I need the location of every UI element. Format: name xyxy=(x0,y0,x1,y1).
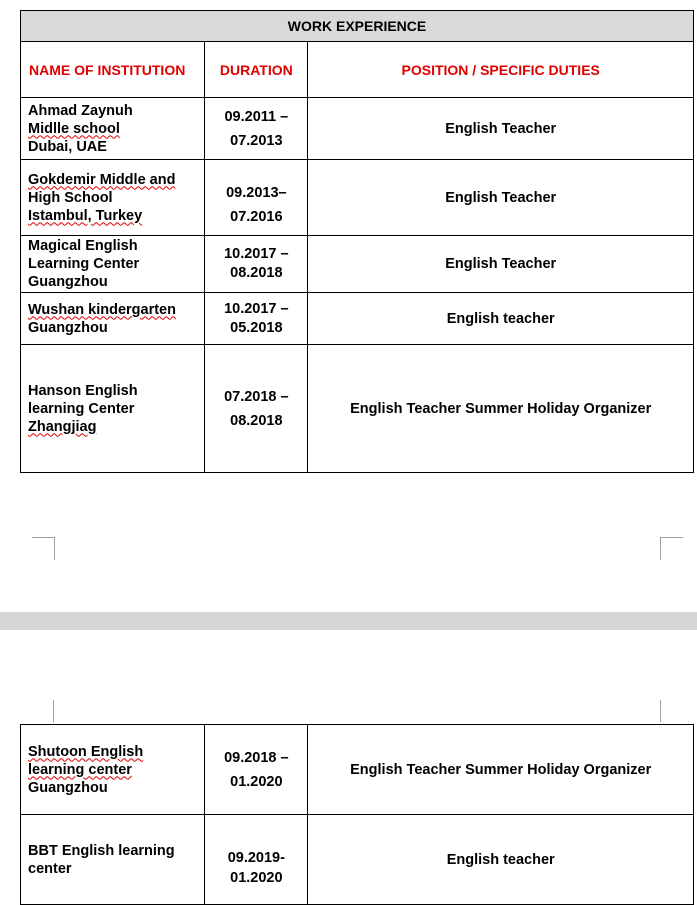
duration-cell[interactable]: 10.2017 – 08.2018 xyxy=(205,236,308,293)
position-cell[interactable]: English Teacher xyxy=(308,236,694,293)
institution-cell[interactable]: BBT English learning center xyxy=(21,815,205,905)
table-row xyxy=(21,345,694,473)
section-title[interactable]: WORK EXPERIENCE xyxy=(21,11,694,42)
work-experience-table-continued xyxy=(20,724,694,905)
duration-cell[interactable]: 10.2017 – 05.2018 xyxy=(205,293,308,345)
page-break-gap xyxy=(0,612,697,630)
institution-cell[interactable]: Wushan kindergarten Guangzhou xyxy=(21,293,205,345)
table-row xyxy=(21,293,694,345)
table-row xyxy=(21,160,694,236)
table-row xyxy=(21,236,694,293)
duration-cell[interactable]: 09.2013– 07.2016 xyxy=(205,160,308,236)
table-title-row xyxy=(21,11,694,42)
institution-cell[interactable]: Shutoon English learning center Guangzhou xyxy=(21,725,205,815)
table-row xyxy=(21,725,694,815)
institution-cell[interactable]: Magical English Learning Center Guangzhou xyxy=(21,236,205,293)
position-cell[interactable]: English Teacher Summer Holiday Organizer xyxy=(308,345,694,473)
duration-cell[interactable]: 09.2019- 01.2020 xyxy=(205,815,308,905)
position-cell[interactable]: English Teacher xyxy=(308,160,694,236)
table-row xyxy=(21,98,694,160)
page-margin-mark-left xyxy=(53,700,54,722)
header-institution[interactable]: NAME OF INSTITUTION xyxy=(21,42,205,98)
position-cell[interactable]: English Teacher Summer Holiday Organizer xyxy=(308,725,694,815)
position-cell[interactable]: English Teacher xyxy=(308,98,694,160)
institution-cell[interactable]: Hanson English learning Center Zhangjiag xyxy=(21,345,205,473)
document-page-2 xyxy=(0,630,697,887)
duration-cell[interactable]: 07.2018 – 08.2018 xyxy=(205,345,308,473)
table-row xyxy=(21,815,694,905)
position-cell[interactable]: English teacher xyxy=(308,815,694,905)
page-margin-mark-right xyxy=(660,700,661,722)
work-experience-table xyxy=(20,10,694,473)
institution-cell[interactable]: Gokdemir Middle and High School Istambul, Turkey xyxy=(21,160,205,236)
header-position[interactable]: POSITION / SPECIFIC DUTIES xyxy=(308,42,694,98)
position-cell[interactable]: English teacher xyxy=(308,293,694,345)
institution-cell[interactable]: Ahmad Zaynuh Midlle school Dubai, UAE xyxy=(21,98,205,160)
duration-cell[interactable]: 09.2018 – 01.2020 xyxy=(205,725,308,815)
page-margin-corner-left xyxy=(32,537,55,560)
duration-cell[interactable]: 09.2011 – 07.2013 xyxy=(205,98,308,160)
header-duration[interactable]: DURATION xyxy=(205,42,308,98)
table-header-row xyxy=(21,42,694,98)
page-margin-corner-right xyxy=(660,537,683,560)
